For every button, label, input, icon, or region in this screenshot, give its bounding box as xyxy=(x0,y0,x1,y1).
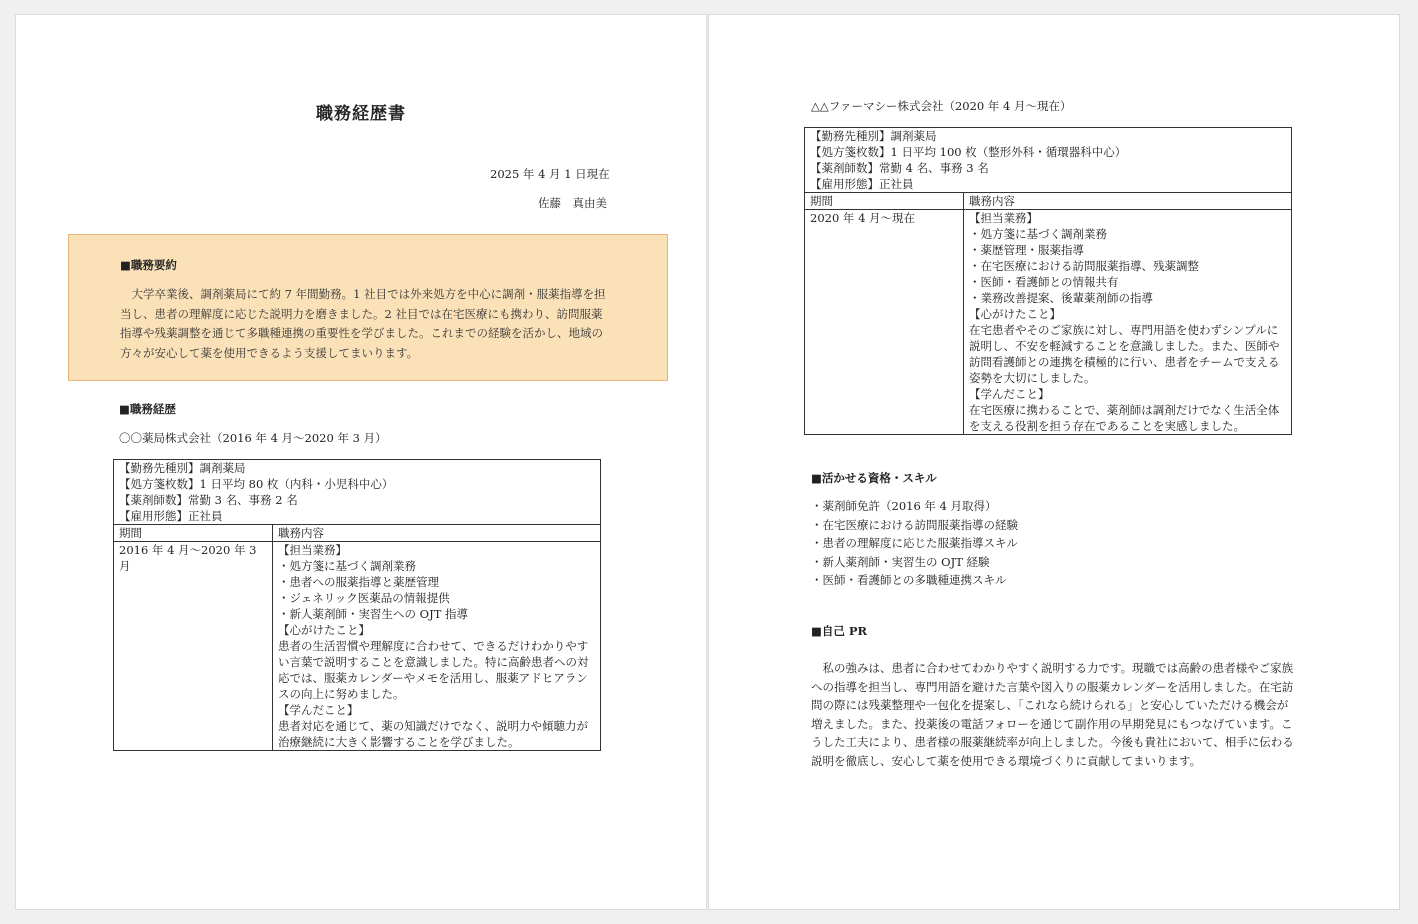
list-item: ・在宅医療における訪問服薬指導の経験 xyxy=(811,517,1018,532)
info-line: 【処方箋枚数】1 日平均 80 枚（内科・小児科中心） xyxy=(119,477,394,491)
table-row xyxy=(805,128,1292,193)
duty-line: ・薬歴管理・服薬指導 xyxy=(969,243,1084,257)
skills-list xyxy=(811,497,1018,590)
list-item: ・医師・看護師との多職種連携スキル xyxy=(811,573,1007,587)
company-2-info-cell xyxy=(805,128,1292,193)
info-line: 【薬剤師数】常勤 3 名、事務 2 名 xyxy=(119,493,298,507)
column-header-content: 職務内容 xyxy=(964,193,1292,210)
info-line: 【雇用形態】正社員 xyxy=(810,177,914,191)
list-item: ・新人薬剤師・実習生の OJT 経験 xyxy=(811,554,990,569)
info-line: 【処方箋枚数】1 日平均 100 枚（整形外科・循環器科中心） xyxy=(810,145,1127,159)
duty-line: 【担当業務】 xyxy=(969,211,1038,225)
summary-heading: ■職務要約 xyxy=(120,258,177,272)
pr-heading: ■自己 PR xyxy=(811,624,868,638)
duty-line: ・業務改善提案、後輩薬剤師の指導 xyxy=(969,291,1153,305)
mindset-text: 患者の生活習慣や理解度に合わせて、できるだけわかりやすい言葉で説明することを意識しました。特に高齢患者への対応では、服薬カレンダーやメモを活用し、服薬アドヒアランスの向上に努めました。 xyxy=(278,639,589,701)
learned-label: 【学んだこと】 xyxy=(969,387,1050,401)
learned-label: 【学んだこと】 xyxy=(278,703,359,717)
summary-text: 大学卒業後、調剤薬局にて約 7 年間勤務。1 社目では外来処方を中心に調剤・服薬指導を担当し、患者の理解度に応じた説明力を磨きました。2 社目では在宅医療にも携わり、訪問服薬指導や残薬調整を通じて多職種連携の重要性を学びました。これまでの経験を活かし、地域の方々が安心して薬を使用できるよう支援してまいります。 xyxy=(120,287,606,360)
duty-line: ・新人薬剤師・実習生への OJT 指導 xyxy=(278,607,469,621)
mindset-text: 在宅患者やそのご家族に対し、専門用語を使わずシンプルに説明し、不安を軽減することを意識しました。また、医師や訪問看護師との連携を積極的に行い、患者をチームで支える姿勢を大切にしました。 xyxy=(969,323,1280,385)
info-line: 【薬剤師数】常勤 4 名、事務 3 名 xyxy=(810,161,989,175)
info-line: 【勤務先種別】調剤薬局 xyxy=(810,129,937,143)
duty-line: ・患者への服薬指導と薬歴管理 xyxy=(278,575,439,589)
learned-text: 在宅医療に携わることで、薬剤師は調剤だけでなく生活全体を支える役割を担う存在であることを実感しました。 xyxy=(969,403,1280,433)
table-header-row xyxy=(114,525,601,542)
document-title: 職務経歴書 xyxy=(316,104,406,124)
table-header-row xyxy=(805,193,1292,210)
duty-line: ・処方箋に基づく調剤業務 xyxy=(969,227,1107,241)
list-item: ・患者の理解度に応じた服薬指導スキル xyxy=(811,536,1018,550)
author-name: 佐藤 真由美 xyxy=(538,196,607,210)
list-item: ・薬剤師免許（2016 年 4 月取得） xyxy=(811,499,997,513)
duty-line: ・医師・看護師との情報共有 xyxy=(969,275,1119,289)
skills-heading: ■活かせる資格・スキル xyxy=(811,471,937,485)
duty-line: ・ジェネリック医薬品の情報提供 xyxy=(278,591,450,605)
document-date: 2025 年 4 月 1 日現在 xyxy=(490,167,610,181)
company-2-table xyxy=(804,127,1292,435)
company-2-name: △△ファーマシー株式会社（2020 年 4 月〜現在） xyxy=(811,99,1072,113)
table-row xyxy=(114,460,601,525)
company-1-info-cell xyxy=(114,460,601,525)
history-heading: ■職務経歴 xyxy=(119,402,176,416)
learned-text: 患者対応を通じて、薬の知識だけでなく、説明力や傾聴力が治療継続に大きく影響することを学びました。 xyxy=(278,719,589,749)
duty-line: ・在宅医療における訪問服薬指導、残薬調整 xyxy=(969,259,1199,273)
content-cell xyxy=(964,210,1292,435)
info-line: 【勤務先種別】調剤薬局 xyxy=(119,461,246,475)
duty-line: 【心がけたこと】 xyxy=(969,307,1061,321)
page-2 xyxy=(708,14,1400,910)
pr-text: 私の強みは、患者に合わせてわかりやすく説明する力です。現職では高齢の患者様やご家族への指導を担当し、専門用語を避けた言葉や図入りの服薬カレンダーを活用しました。在宅訪問の際には残薬整理や一包化を提案し、「これなら続けられる」と安心していただける機会が増えました。また、投薬後の電話フォローを通じて副作用の早期発見にもつなげています。こうした工夫により、患者様の服薬継続率が向上しました。今後も貴社において、相手に伝わる説明を徹底し、安心して薬を使用できる環境づくりに貢献してまいります。 xyxy=(811,661,1294,768)
table-row xyxy=(805,210,1292,435)
content-cell xyxy=(273,542,601,751)
duty-line: 【心がけたこと】 xyxy=(278,623,370,637)
duty-line: 【担当業務】 xyxy=(278,543,347,557)
table-row xyxy=(114,542,601,751)
page-1 xyxy=(15,14,707,910)
column-header-period: 期間 xyxy=(114,525,273,542)
column-header-content: 職務内容 xyxy=(273,525,601,542)
info-line: 【雇用形態】正社員 xyxy=(119,509,223,523)
period-cell: 2016 年 4 月〜2020 年 3 月 xyxy=(114,542,273,751)
summary-box xyxy=(68,234,668,381)
company-1-name: 〇〇薬局株式会社（2016 年 4 月〜2020 年 3 月） xyxy=(119,431,387,445)
period-cell: 2020 年 4 月〜現在 xyxy=(805,210,964,435)
company-1-table xyxy=(113,459,601,751)
duty-line: ・処方箋に基づく調剤業務 xyxy=(278,559,416,573)
column-header-period: 期間 xyxy=(805,193,964,210)
